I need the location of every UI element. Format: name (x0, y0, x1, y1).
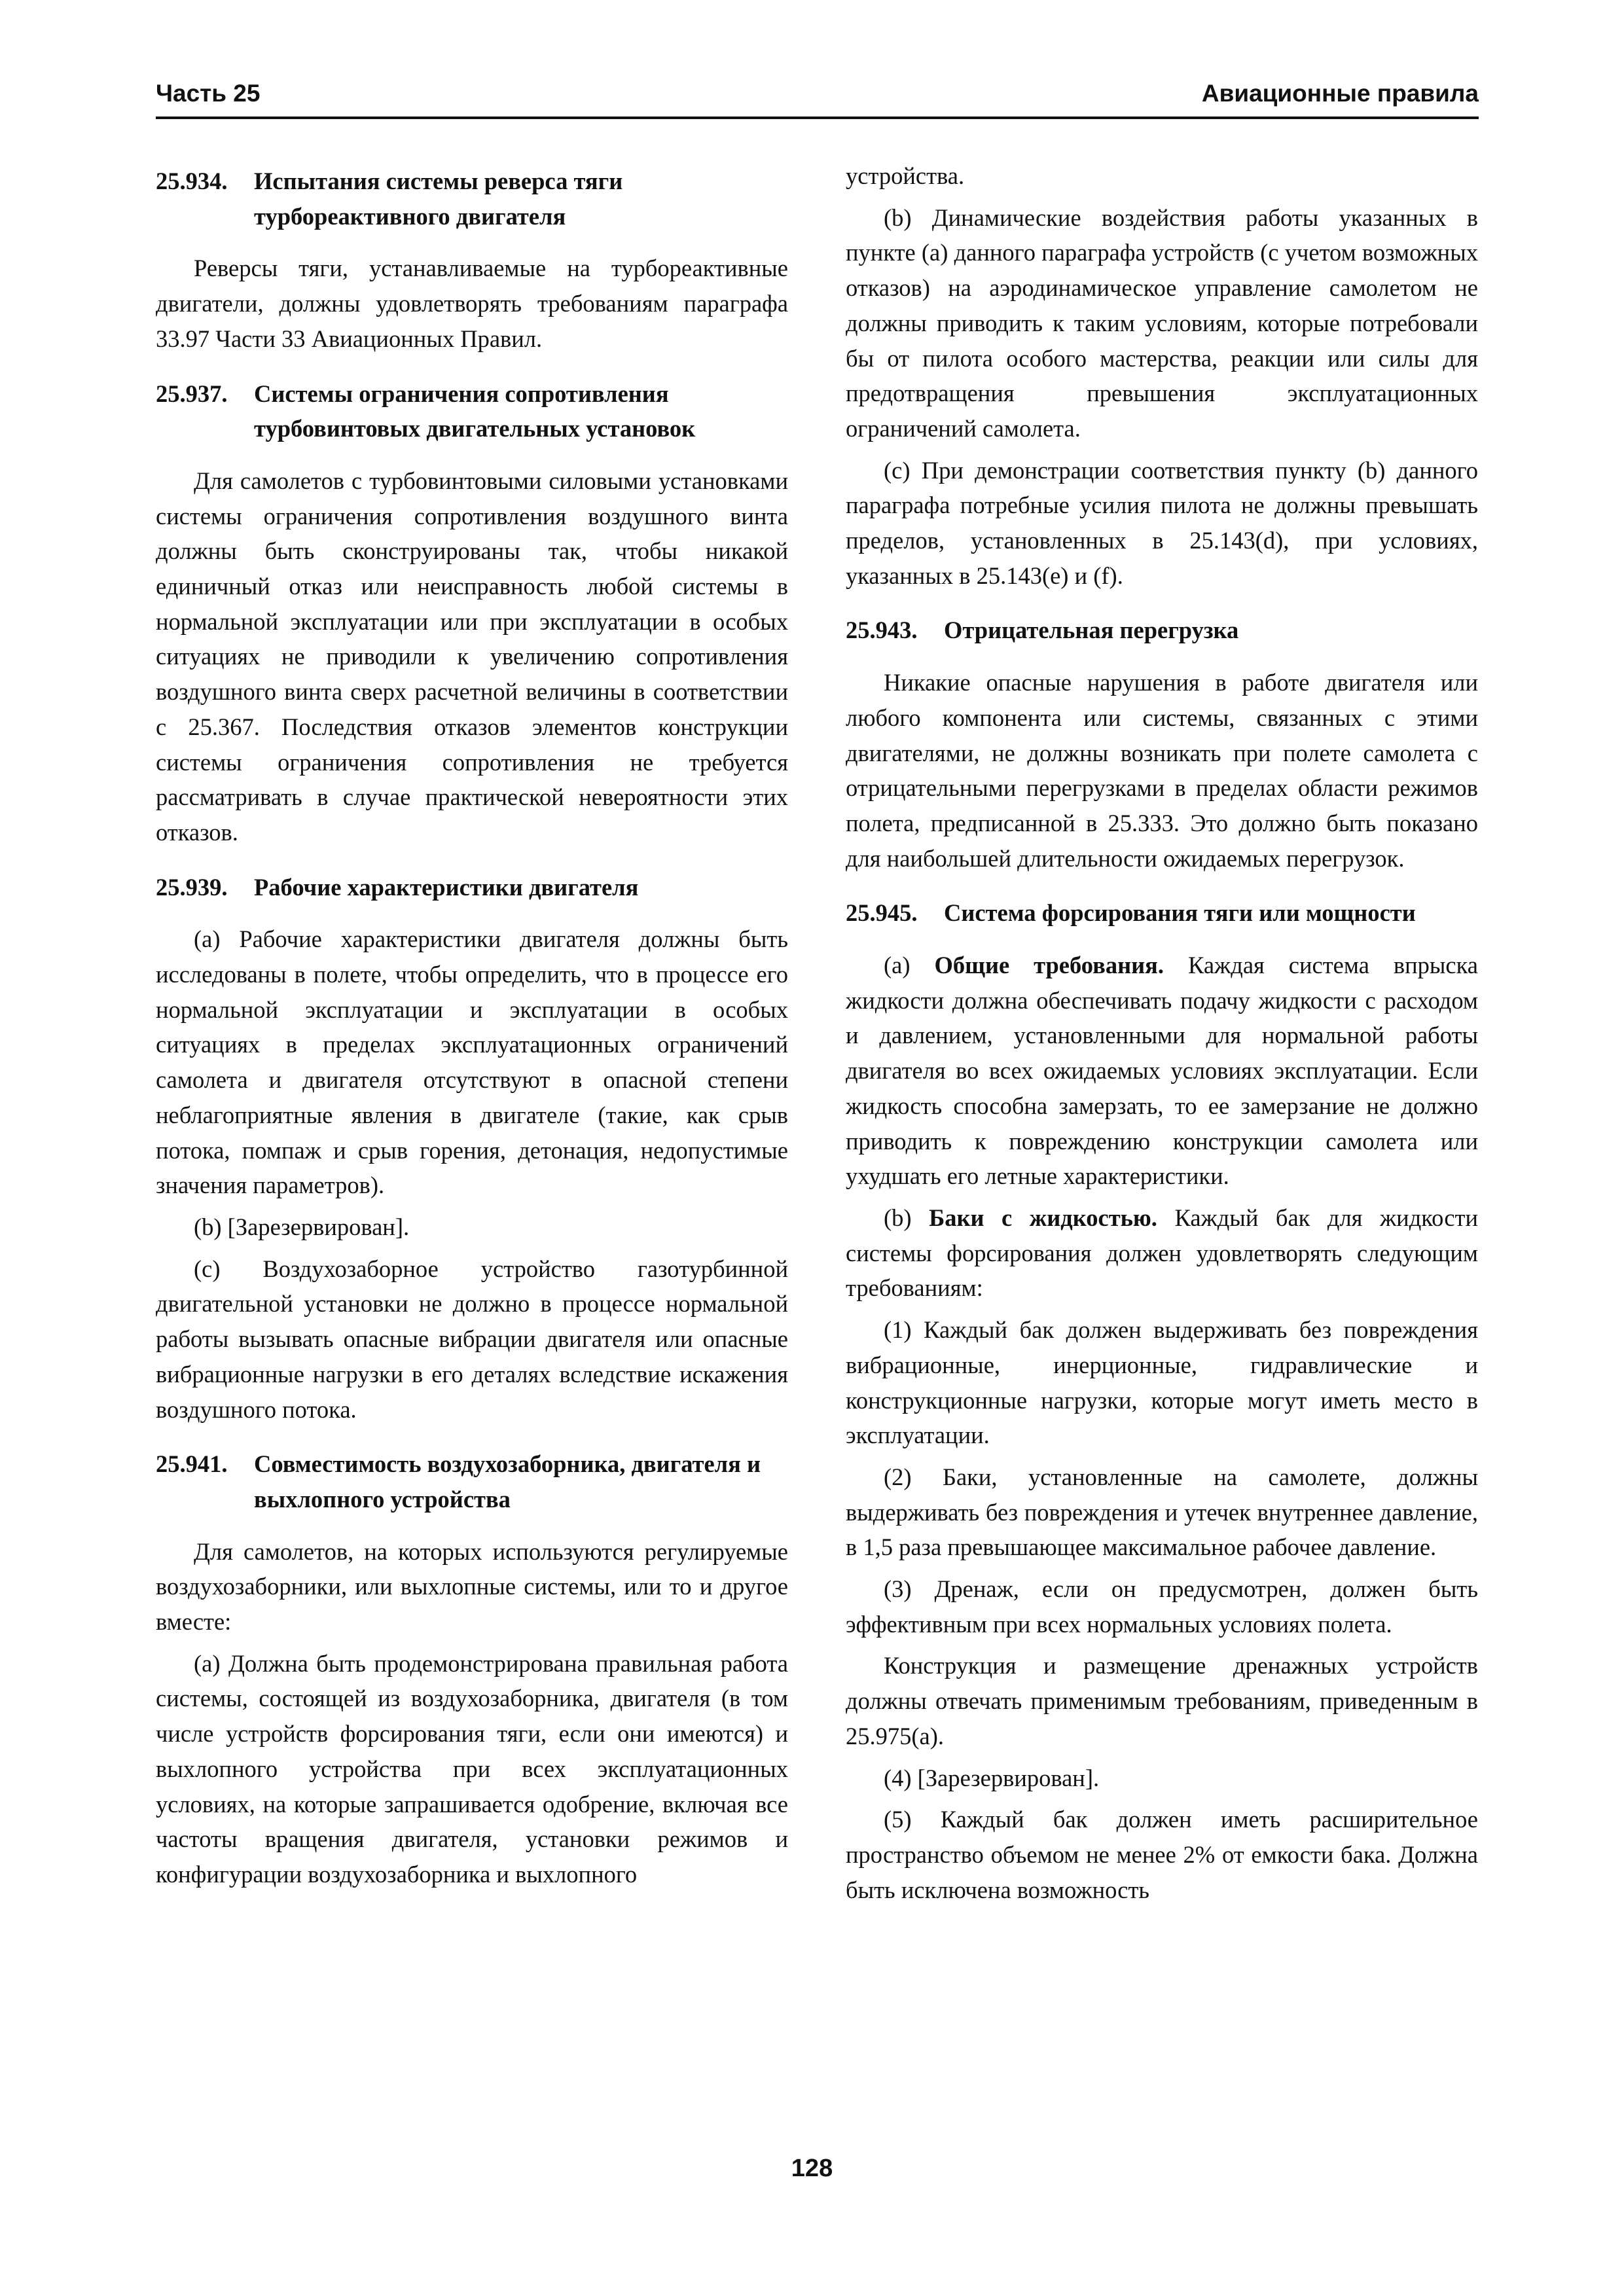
paragraph-c: (с) Воздухозаборное устройство газотурбинной двигательной установки не должно в процессе нормальной работы вызывать опасные вибрации двигателя или опасные вибрационные нагрузки в его деталях вследствие искажения воздушного потока. (156, 1255, 788, 1423)
section-title: Система форсирования тяги или мощности (944, 899, 1416, 927)
section-title: Испытания системы реверса тяги турбореактивного двигателя (254, 168, 623, 230)
paragraph: Для самолетов с турбовинтовыми силовыми установками системы ограничения сопротивления воздушного винта должны быть сконструированы так, чтобы никакой единичный отказ или неисправность любой системы в нормальной эксплуатации или при эксплуатации в особых ситуациях не приводили к увеличению сопротивления воздушного винта сверх расчетной величины в соответствии с 25.367. Последствия отказов элементов конструкции системы ограничения сопротивления не требуется рассматривать в случае практической невероятности этих отказов. (156, 467, 788, 846)
paragraph: Никакие опасные нарушения в работе двигателя или любого компонента или системы, связанных с этими двигателями, не должны возникать при полете самолета с отрицательными перегрузками в пределах области режимов полета, предписанной в 25.333. Это должно быть показано для наибольшей длительности ожидаемых перегрузок. (846, 669, 1478, 872)
paragraph: Для самолетов, на которых используются регулируемые воздухозаборники, или выхлопные системы, или то и другое вместе: (156, 1537, 788, 1636)
paragraph-4: (4) [Зарезервирован]. (884, 1764, 1100, 1791)
section-number: 25.941. (156, 1450, 228, 1478)
item-label: (а) (884, 952, 911, 979)
section-number: 25.934. (156, 168, 228, 194)
paragraph-3-continued: Конструкция и размещение дренажных устройств должны отвечать применимым требованиям, приведенным в 25.975(а). (846, 1652, 1478, 1749)
bold-lead-in: Баки с жидкостью. (929, 1204, 1157, 1231)
paragraph-a: (а) Рабочие характеристики двигателя должны быть исследованы в полете, чтобы определить, что в процессе его нормальной эксплуатации и эксплуатации в особых ситуациях в пределах эксплуатационных ограничений самолета и двигателя отсутствуют в опасной степени неблагоприятные явления в двигателе (такие, как срыв потока, помпаж и срыв горения, детонация, недопустимые значения параметров). (156, 925, 788, 1199)
paragraph-text: Каждый бак для жидкости системы форсирования должен удовлетворять следующим требованиям: (846, 1204, 1479, 1302)
paragraph-continued: устройства. (846, 162, 965, 189)
section-title: Отрицательная перегрузка (944, 617, 1239, 644)
running-head (156, 77, 1479, 119)
paragraph-3: (3) Дренаж, если он предусмотрен, должен быть эффективным при всех нормальных условиях полета. (846, 1575, 1478, 1638)
section-number: 25.943. (846, 617, 918, 644)
paragraph: Реверсы тяги, устанавливаемые на турбореактивные двигатели, должны удовлетворять требованиям параграфа 33.97 Части 33 Авиационных Правил. (156, 255, 788, 352)
header-part: Часть 25 (156, 80, 261, 107)
section-number: 25.937. (156, 380, 228, 407)
paragraph-c: (с) При демонстрации соответствия пункту (b) данного параграфа потребные усилия пилота не должны превышать пределов, установленных в 25.143(d), при условиях, указанных в 25.143(е) и (f). (846, 456, 1478, 589)
section-heading-25-934 (156, 164, 788, 234)
paragraph-b (846, 1200, 1478, 1306)
paragraph-2: (2) Баки, установленные на самолете, должны выдерживать без повреждения и утечек внутреннее давление, в 1,5 раза превышающее максимальное рабочее давление. (846, 1463, 1478, 1561)
section-number: 25.945. (846, 899, 918, 927)
section-number: 25.939. (156, 873, 228, 901)
section-heading-25-943 (846, 613, 1478, 648)
paragraph-b: (b) [Зарезервирован]. (194, 1213, 410, 1240)
section-heading-25-945 (846, 895, 1478, 931)
section-title: Системы ограничения сопротивления турбовинтовых двигательных установок (254, 380, 696, 442)
section-title: Совместимость воздухозаборника, двигателя и выхлопного устройства (254, 1450, 761, 1513)
item-label: (b) (884, 1204, 912, 1231)
paragraph-b: (b) Динамические воздействия работы указанных в пункте (а) данного параграфа устройств (с учетом возможных отказов) на аэродинамическое управление самолетом не должны приводить к таким условиям, которые потребовали бы от пилота особого мастерства, реакции или силы для предотвращения превышения эксплуатационных ограничений самолета. (846, 204, 1478, 442)
paragraph-a: (а) Должна быть продемонстрирована правильная работа системы, состоящей из воздухозаборника, двигателя (в том числе устройств форсирования тяги, если они имеются) и выхлопного устройства при всех эксплуатационных условиях, на которые запрашивается одобрение, включая все частоты вращения двигателя, установки режимов и конфигурации воздухозаборника и выхлопного (156, 1649, 788, 1888)
paragraph-5: (5) Каждый бак должен иметь расширительное пространство объемом не менее 2% от емкости бака. Должна быть исключена возможность (846, 1806, 1478, 1903)
section-title: Рабочие характеристики двигателя (254, 873, 639, 901)
page-number: 128 (791, 2155, 833, 2182)
bold-lead-in: Общие требования. (934, 952, 1164, 979)
paragraph-text: Каждая система впрыска жидкости должна обеспечивать подачу жидкости с расходом и давлением, установленными для нормальной работы двигателя во всех ожидаемых условиях эксплуатации. Если жидкость способна замерзать, то ее замерзание не должно приводить к повреждению конструкции самолета или ухудшать его летные характеристики. (846, 952, 1479, 1190)
left-column (156, 158, 788, 1899)
right-column (846, 158, 1478, 1914)
header-title: Авиационные правила (1201, 80, 1479, 107)
paragraph-a (846, 948, 1478, 1194)
paragraph-1: (1) Каждый бак должен выдерживать без повреждения вибрационные, инерционные, гидравлические и конструкционные нагрузки, которые могут иметь место в эксплуатации. (846, 1316, 1478, 1449)
section-heading-25-941 (156, 1446, 788, 1516)
section-heading-25-939 (156, 870, 788, 905)
section-heading-25-937 (156, 376, 788, 446)
